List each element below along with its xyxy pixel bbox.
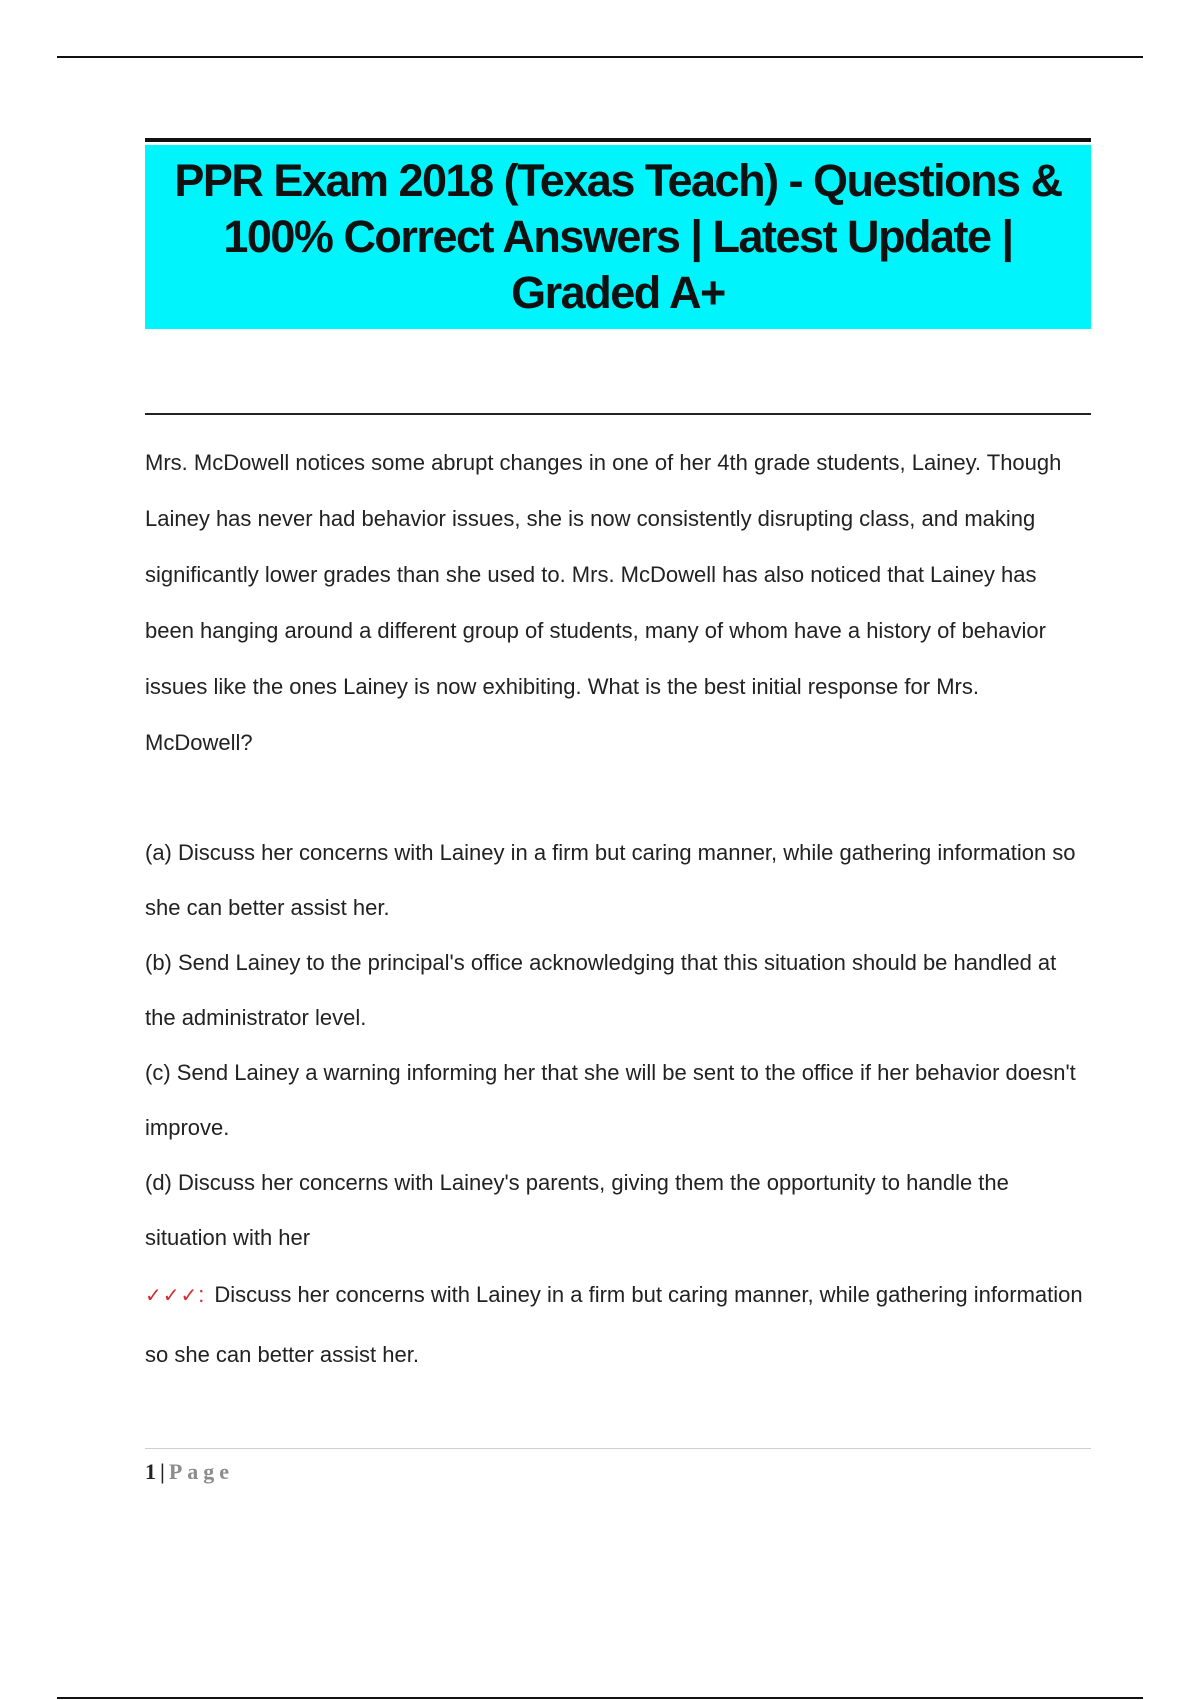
footer-separator: | <box>160 1459 165 1484</box>
page-footer <box>145 1448 1091 1485</box>
footer-rule <box>145 1448 1091 1449</box>
checkmark-icon: ✓✓✓ <box>145 1283 199 1307</box>
answer-text: Discuss her concerns with Lainey in a firm but caring manner, while gathering information so she can better assist her. <box>145 1282 1083 1367</box>
title-banner <box>145 145 1091 329</box>
page-number-label <box>145 1459 1091 1485</box>
answer-options <box>145 825 1091 1265</box>
title-top-rule <box>145 138 1091 142</box>
page-word: Page <box>168 1459 235 1484</box>
question-text: Mrs. McDowell notices some abrupt changes in one of her 4th grade students, Lainey. Though Lainey has never had behavior issues, she is now consistently disrupting class, and making significantly lower grades than she used to. Mrs. McDowell has also noticed that Lainey has been hanging around a different group of students, many of whom have a history of behavior issues like the ones Lainey is now exhibiting. What is the best initial response for Mrs. McDowell? <box>145 450 1062 755</box>
document-title: PPR Exam 2018 (Texas Teach) - Questions & 100% Correct Answers | Latest Update | Graded A+ <box>174 155 1062 318</box>
correct-answer <box>145 1265 1091 1385</box>
page-bottom-rule <box>57 1697 1143 1699</box>
option-d: (d) Discuss her concerns with Lainey's parents, giving them the opportunity to handle the situation with her <box>145 1170 1009 1250</box>
answer-separator: : <box>198 1282 205 1307</box>
option-c: (c) Send Lainey a warning informing her that she will be sent to the office if her behavior doesn't improve. <box>145 1060 1076 1140</box>
section-divider <box>145 413 1091 415</box>
page-number: 1 <box>145 1459 156 1484</box>
document-body <box>145 138 1091 1385</box>
option-b: (b) Send Lainey to the principal's office acknowledging that this situation should be handled at the administrator level. <box>145 950 1057 1030</box>
page-top-rule <box>57 56 1143 58</box>
option-a: (a) Discuss her concerns with Lainey in a firm but caring manner, while gathering information so she can better assist her. <box>145 840 1076 920</box>
